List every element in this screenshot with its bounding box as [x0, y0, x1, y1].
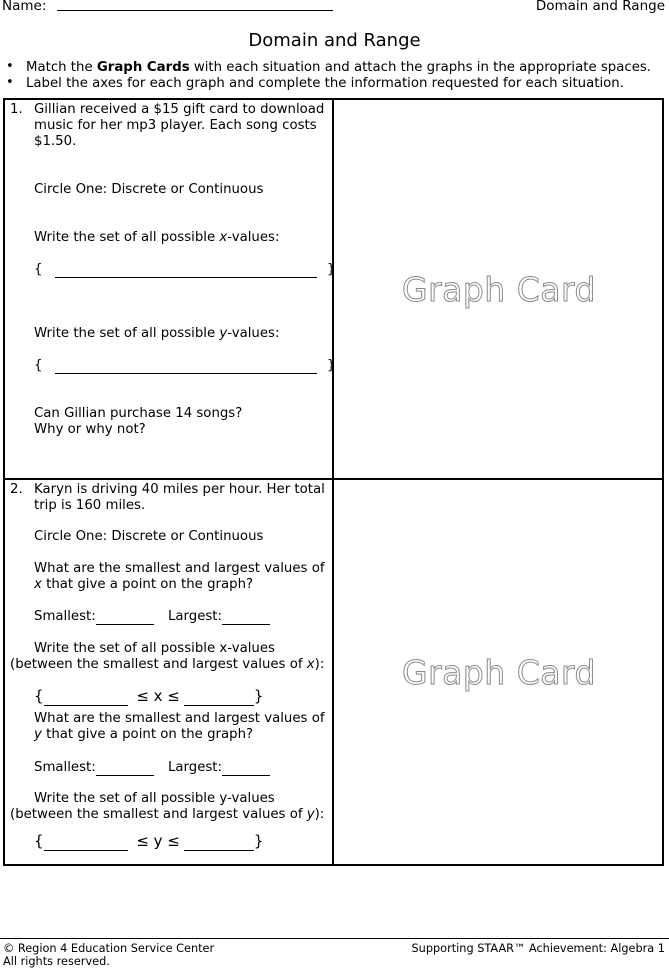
problem-2-x-set-line1: Write the set of all possible x-values	[34, 641, 275, 656]
bullet-icon: •	[6, 75, 14, 90]
problem-1-y-prompt: Write the set of all possible y-values:	[34, 326, 280, 341]
problem-2-x-question-line2: x that give a point on the graph?	[34, 577, 254, 592]
problem-1-x-set: { }	[34, 262, 336, 277]
name-blank-line[interactable]	[57, 10, 333, 11]
graph-card-placeholder-1: Graph Card	[402, 270, 596, 309]
problem-2-text-line1: Karyn is driving 40 miles per hour. Her total	[34, 482, 325, 497]
problem-2-text-line2: trip is 160 miles.	[34, 498, 146, 513]
problem-2-y-question-line2: y that give a point on the graph?	[34, 727, 254, 742]
footer-divider	[0, 938, 669, 939]
problem-2-y-lower-line[interactable]	[44, 832, 128, 851]
problem-1-question-line2: Why or why not?	[34, 422, 146, 437]
instruction-2: Label the axes for each graph and complete the information requested for each situation.	[26, 76, 624, 91]
problem-1-text-line2: music for her mp3 player. Each song costs	[34, 118, 317, 133]
problem-2-x-lower-line[interactable]	[44, 687, 128, 706]
problem-1-x-answer-line[interactable]	[55, 262, 317, 278]
problem-2-y-inequality: { ≤ y ≤ }	[34, 832, 264, 850]
name-label: Name:	[2, 0, 47, 14]
problem-1-text-line1: Gillian received a $15 gift card to download	[34, 102, 325, 117]
problem-2-number: 2.	[10, 482, 23, 497]
problem-1-number: 1.	[10, 102, 23, 117]
problem-1-circle-one[interactable]: Circle One: Discrete or Continuous	[34, 182, 264, 197]
problem-1-question-line1: Can Gillian purchase 14 songs?	[34, 406, 243, 421]
graph-card-placeholder-2: Graph Card	[402, 653, 596, 692]
problem-2-x-extremes: Smallest: Largest:	[34, 609, 270, 625]
problem-2-x-inequality: { ≤ x ≤ }	[34, 687, 264, 705]
problem-2-y-extremes: Smallest: Largest:	[34, 760, 270, 776]
problem-1-y-set: { }	[34, 358, 336, 373]
problem-2-x-smallest-line[interactable]	[96, 609, 154, 625]
problem-1-y-answer-line[interactable]	[55, 358, 317, 374]
problem-2-circle-one[interactable]: Circle One: Discrete or Continuous	[34, 529, 264, 544]
problem-2-y-set-line1: Write the set of all possible y-values	[34, 791, 275, 806]
column-divider	[332, 98, 334, 866]
page-title: Domain and Range	[248, 30, 421, 51]
problem-1-x-prompt: Write the set of all possible x-values:	[34, 230, 280, 245]
problem-2-x-upper-line[interactable]	[184, 687, 254, 706]
problem-2-x-set-line2: (between the smallest and largest values of x):	[10, 657, 325, 672]
problem-2-x-question-line1: What are the smallest and largest values of	[34, 561, 325, 576]
instruction-1: Match the Graph Cards with each situation and attach the graphs in the appropriate spaces.	[26, 60, 652, 75]
problem-2-y-question-line1: What are the smallest and largest values of	[34, 711, 325, 726]
problem-2-y-set-line2: (between the smallest and largest values of y):	[10, 807, 325, 822]
footer-course: Supporting STAAR™ Achievement: Algebra 1	[411, 942, 665, 955]
problem-2-y-largest-line[interactable]	[222, 760, 270, 776]
header-title: Domain and Range	[535, 0, 665, 14]
problem-2-y-upper-line[interactable]	[184, 832, 254, 851]
problem-2-y-smallest-line[interactable]	[96, 760, 154, 776]
problem-1-text-line3: $1.50.	[34, 134, 77, 149]
problem-2-x-largest-line[interactable]	[222, 609, 270, 625]
footer-copyright: © Region 4 Education Service Center	[3, 942, 215, 955]
row-divider	[3, 478, 664, 480]
bullet-icon: •	[6, 59, 14, 74]
footer-rights: All rights reserved.	[3, 955, 110, 968]
